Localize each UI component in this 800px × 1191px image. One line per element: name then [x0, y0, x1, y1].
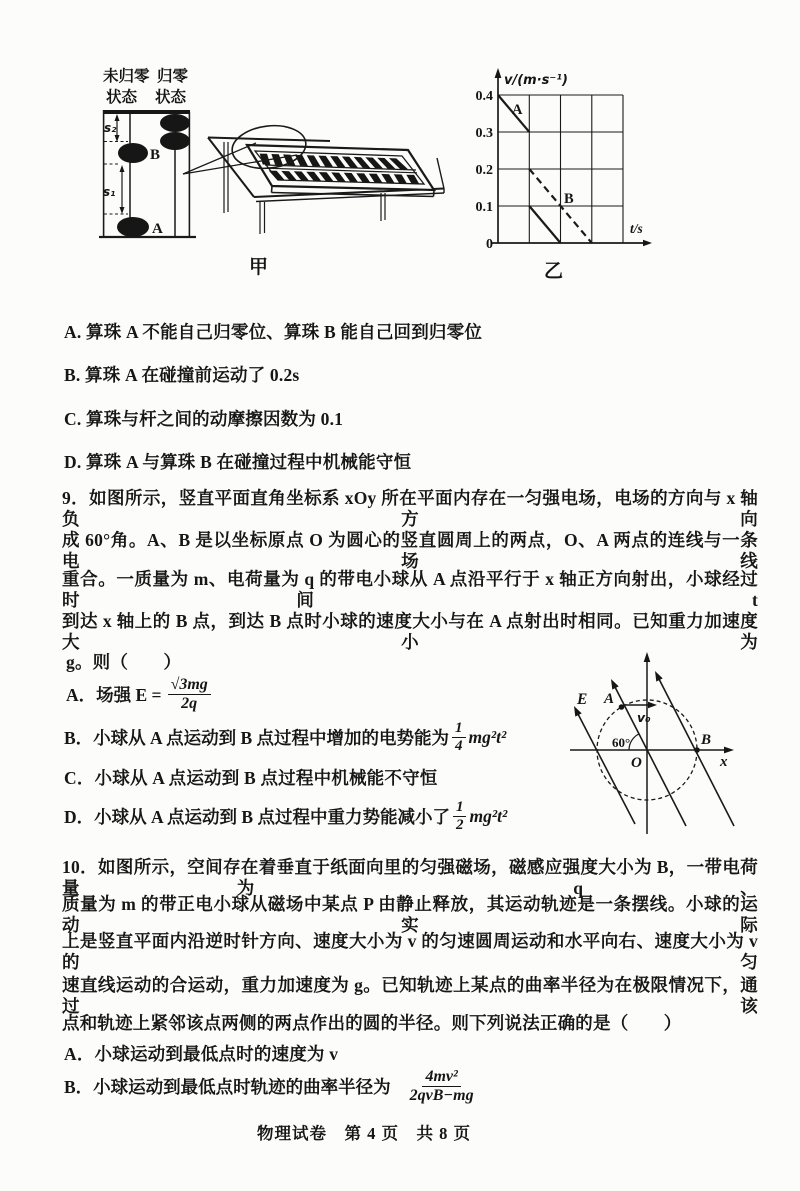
q9-option-d-formula: mg²t² — [469, 806, 508, 827]
label-not-reset-2: 状态 — [106, 89, 138, 106]
label-reset-1: 归零 — [157, 68, 189, 85]
y-axis-arrow — [644, 652, 651, 662]
origin-label: O — [631, 755, 642, 771]
q10-option-a: A．小球运动到最低点时的速度为 v — [64, 1044, 339, 1064]
tick-0-1: 0.1 — [475, 200, 493, 215]
figure-jia-abacus — [95, 60, 447, 285]
fraction-numerator: 1 — [452, 720, 466, 738]
s1-label: s₁ — [103, 185, 116, 199]
x-axis-label: t/s — [630, 221, 643, 236]
q10-line-4: 速直线运动的合运动，重力加速度为 g。已知轨迹上某点的曲率半径为在极限情况下，通过该 — [62, 975, 758, 1016]
q10-line-2: 质量为 m 的带正电小球从磁场中某点 P 由静止释放，其运动轨迹是一条摆线。小球的运动实际 — [62, 894, 758, 935]
page-footer: 物理试卷 第 4 页 共 8 页 — [257, 1124, 471, 1143]
q10-option-b-text: B．小球运动到最低点时轨迹的曲率半径为 — [64, 1077, 391, 1098]
q9-option-d-text: D．小球从 A 点运动到 B 点过程中重力势能减小了 — [64, 807, 450, 828]
s2-label: s₂ — [104, 121, 117, 135]
bead-reset-1 — [160, 114, 190, 132]
q10-line-1: 10．如图所示，空间存在着垂直于纸面向里的匀强磁场，磁感应强度大小为 B，一带电荷量为 q、 — [62, 857, 758, 898]
fraction-denominator: 2q — [181, 695, 198, 713]
fraction-numerator: 4mv² — [422, 1068, 460, 1087]
y-axis-arrow — [495, 68, 502, 78]
point-a-label: A — [604, 691, 615, 707]
bead-a-label: A — [152, 221, 163, 237]
bead-b-label: B — [150, 147, 161, 163]
fraction-denominator: 4 — [455, 738, 463, 755]
q10-line-5: 点和轨迹上紧邻该点两侧的两点作出的圆的半径。则下列说法正确的是（ ） — [62, 1013, 682, 1033]
figure-yi-vt-graph — [450, 62, 770, 285]
q9-line-2: 成 60°角。A、B 是以坐标原点 O 为圆心的竖直圆周上的两点，O、A 两点的连线与一条电场线 — [62, 530, 758, 571]
bead-b — [118, 143, 148, 163]
q9-field-diagram — [552, 648, 770, 860]
y-axis-label: v/(m·s⁻¹) — [504, 73, 568, 88]
q9-option-b-fraction — [452, 720, 466, 756]
q9-option-b-formula: mg²t² — [468, 727, 507, 748]
angle-label: 60° — [612, 735, 631, 750]
fraction-numerator: √3mg — [168, 676, 211, 695]
fraction-denominator: 2 — [455, 817, 464, 834]
bead-reset-2 — [160, 132, 190, 150]
point-b-dot — [694, 747, 700, 753]
q9-option-d — [64, 799, 507, 835]
curve-b-label: B — [564, 191, 574, 207]
x-axis-arrow — [724, 747, 734, 754]
point-b-label: B — [701, 732, 712, 748]
tick-0: 0 — [486, 237, 493, 252]
q9-option-b-text: B．小球从 A 点运动到 B 点过程中增加的电势能为 — [64, 728, 450, 749]
fraction-numerator: 1 — [453, 799, 467, 817]
q8-option-a: A. 算珠 A 不能自己归零位、算珠 B 能自己回到归零位 — [64, 322, 483, 342]
figure-yi-caption: 乙 — [544, 261, 564, 282]
q10-option-b — [64, 1068, 483, 1106]
fraction-denominator: 2qvB−mg — [409, 1087, 474, 1105]
q9-option-b — [64, 720, 506, 756]
q9-option-a — [66, 676, 217, 714]
q8-option-b: B. 算珠 A 在碰撞前运动了 0.2s — [64, 365, 300, 385]
field-lines — [574, 671, 734, 826]
q9-line-5: g。则（ ） — [66, 652, 182, 672]
bead-a — [117, 217, 149, 237]
label-reset-2: 状态 — [155, 89, 187, 106]
x-axis-label: x — [720, 754, 728, 770]
q9-line-3: 重合。一质量为 m、电荷量为 q 的带电小球从 A 点沿平行于 x 轴正方向射出，小球经过时间 t — [62, 569, 758, 610]
q10-line-3: 上是竖直平面内沿逆时针方向、速度大小为 v 的匀速圆周运动和水平向右、速度大小为 v 的匀 — [62, 931, 758, 972]
tick-0-2: 0.2 — [475, 163, 493, 178]
q9-line-4: 到达 x 轴上的 B 点，到达 B 点时小球的速度大小与在 A 点射出时相同。已知重力加速度大小为 — [62, 611, 758, 652]
field-e-label: E — [577, 691, 588, 708]
curve-a-after — [529, 206, 560, 243]
q9-line-1: 9．如图所示，竖直平面直角坐标系 xOy 所在平面内存在一匀强电场，电场的方向与 x 轴负方向 — [62, 488, 758, 529]
field-arrow-2 — [611, 679, 619, 690]
q8-option-c: C. 算珠与杆之间的动摩擦因数为 0.1 — [64, 409, 344, 429]
tick-0-3: 0.3 — [475, 126, 493, 141]
q10-option-b-fraction — [407, 1068, 477, 1106]
v0-label: v₀ — [637, 710, 651, 725]
angle-arc — [629, 734, 639, 750]
label-not-reset-1: 未归零 — [103, 68, 150, 85]
q9-option-a-fraction — [168, 676, 211, 714]
x-axis-arrow — [643, 240, 652, 246]
q8-option-d: D. 算珠 A 与算珠 B 在碰撞过程中机械能守恒 — [64, 452, 412, 472]
curve-a-label: A — [512, 102, 523, 118]
q9-option-d-fraction — [453, 799, 467, 835]
point-a-dot — [619, 704, 625, 710]
q9-option-a-text: A．场强 E = — [66, 685, 162, 706]
q9-option-c: C．小球从 A 点运动到 B 点过程中机械能不守恒 — [64, 768, 438, 788]
field-arrow-3 — [655, 671, 663, 682]
figure-jia-caption: 甲 — [249, 257, 269, 278]
tick-0-4: 0.4 — [475, 89, 493, 104]
abacus-frame — [247, 145, 434, 197]
